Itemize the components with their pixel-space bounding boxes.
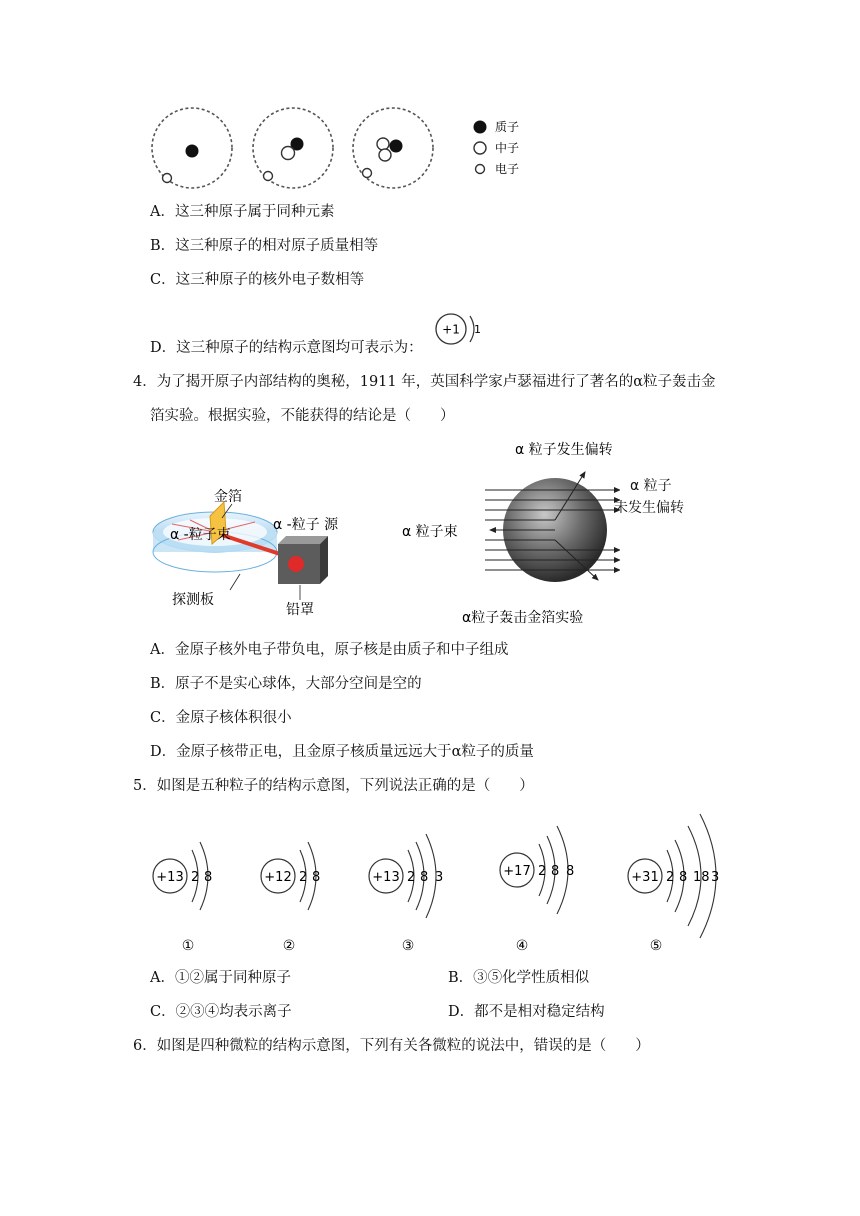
particle-3-shell-1: 2 [407, 870, 416, 885]
particle-2-shell-2: 8 [312, 870, 321, 885]
particle-4 [500, 826, 574, 954]
particle-3 [369, 834, 443, 954]
particle-4-shell-3: 8 [566, 864, 575, 879]
alpha-beam-left-label: α -粒子束 [170, 527, 231, 543]
atom-model-3 [353, 108, 433, 188]
q4-stem-line2: 箔实验。根据实验，不能获得的结论是（ ） [150, 408, 455, 424]
q4-option-c: C．金原子核体积很小 [150, 710, 292, 726]
electron-dot [363, 169, 372, 178]
gold-foil-label: 金箔 [214, 489, 242, 505]
legend-proton-icon [474, 121, 487, 134]
detector-label: 探测板 [172, 592, 214, 608]
particle-1 [153, 842, 212, 954]
particle-2 [261, 842, 320, 954]
legend-neutron-label: 中子 [495, 141, 520, 155]
undeflected-label-2: 未发生偏转 [614, 500, 684, 516]
q4-rutherford-figure [150, 432, 620, 630]
caption-label: α粒子轰击金箔实验 [462, 610, 584, 626]
particle-1-shell-2: 8 [204, 870, 213, 885]
q6-stem: 6．如图是四种微粒的结构示意图，下列有关各微粒的说法中，错误的是（ ） [133, 1038, 650, 1054]
particle-5-shell-2: 8 [679, 870, 688, 885]
shell-electrons: 1 [474, 323, 481, 336]
particle-5-label: ⑤ [649, 938, 663, 954]
alpha-source-label: α -粒子 源 [273, 517, 339, 533]
lead-cover-label: 铅罩 [286, 602, 314, 618]
undeflected-label-1: α 粒子 [630, 478, 672, 494]
electron-dot [264, 172, 273, 181]
nucleus-charge: +1 [442, 322, 460, 337]
q5-option-a: A．①②属于同种原子 [150, 970, 291, 986]
q4-option-a: A．金原子核外电子带负电，原子核是由质子和中子组成 [150, 642, 509, 658]
q3-option-c: C．这三种原子的核外电子数相等 [150, 272, 365, 288]
scattering-diagram [402, 441, 620, 626]
legend-proton-label: 质子 [495, 120, 520, 134]
neutron-dot [379, 149, 391, 161]
electron-dot [163, 174, 172, 183]
particle-2-shell-1: 2 [299, 870, 308, 885]
neutron-dot [377, 138, 389, 150]
q4-stem-line1: 4．为了揭开原子内部结构的奥秘，1911 年，英国科学家卢瑟福进行了著名的α粒子轰击金 [133, 374, 716, 390]
legend-electron-icon [476, 165, 485, 174]
particle-3-nucleus: +13 [372, 870, 400, 885]
proton-dot [390, 140, 403, 153]
neutron-dot [282, 147, 295, 160]
q5-option-d: D．都不是相对稳定结构 [448, 1004, 605, 1020]
particle-5-shell-1: 2 [666, 870, 675, 885]
particle-4-nucleus: +17 [503, 864, 531, 879]
deflected-label: α 粒子发生偏转 [515, 442, 613, 458]
particle-2-label: ② [282, 938, 296, 954]
particle-5-nucleus: +31 [631, 870, 659, 885]
beam-label: α 粒子束 [402, 524, 458, 540]
q3-option-a: A．这三种原子属于同种元素 [150, 204, 335, 220]
q3-option-b: B．这三种原子的相对原子质量相等 [150, 238, 379, 254]
particle-3-label: ③ [401, 938, 415, 954]
q3-option-d: D．这三种原子的结构示意图均可表示为： [150, 340, 423, 356]
q5-option-b: B．③⑤化学性质相似 [448, 970, 590, 986]
particle-3-shell-2: 8 [420, 870, 429, 885]
particle-4-label: ④ [515, 938, 529, 954]
particle-4-shell-1: 2 [538, 864, 547, 879]
particle-5-shell-3: 18 [693, 870, 710, 885]
q5-option-c: C．②③④均表示离子 [150, 1004, 292, 1020]
q3-d-structure-diagram [432, 310, 492, 348]
lead-box [278, 536, 328, 584]
particle-1-nucleus: +13 [156, 870, 184, 885]
apparatus-diagram [153, 489, 339, 618]
atom-model-2 [253, 108, 333, 188]
q4-option-d: D．金原子核带正电，且金原子核质量远远大于α粒子的质量 [150, 744, 534, 760]
particle-5 [628, 814, 719, 954]
particle-1-label: ① [181, 938, 195, 954]
particle-4-shell-2: 8 [551, 864, 560, 879]
particle-1-shell-1: 2 [191, 870, 200, 885]
particle-3-shell-3: 3 [435, 870, 444, 885]
particle-2-nucleus: +12 [264, 870, 292, 885]
q5-particle-diagrams [140, 808, 740, 958]
q5-stem: 5．如图是五种粒子的结构示意图，下列说法正确的是（ ） [133, 778, 534, 794]
legend-electron-label: 电子 [495, 162, 520, 176]
particle-5-shell-4: 3 [711, 870, 720, 885]
proton-dot [186, 145, 199, 158]
q3-atom-models-figure [140, 100, 540, 195]
atom-model-1 [152, 108, 232, 188]
legend-neutron-icon [474, 142, 486, 154]
q4-option-b: B．原子不是实心球体，大部分空间是空的 [150, 676, 422, 692]
atom-legend [474, 119, 520, 176]
